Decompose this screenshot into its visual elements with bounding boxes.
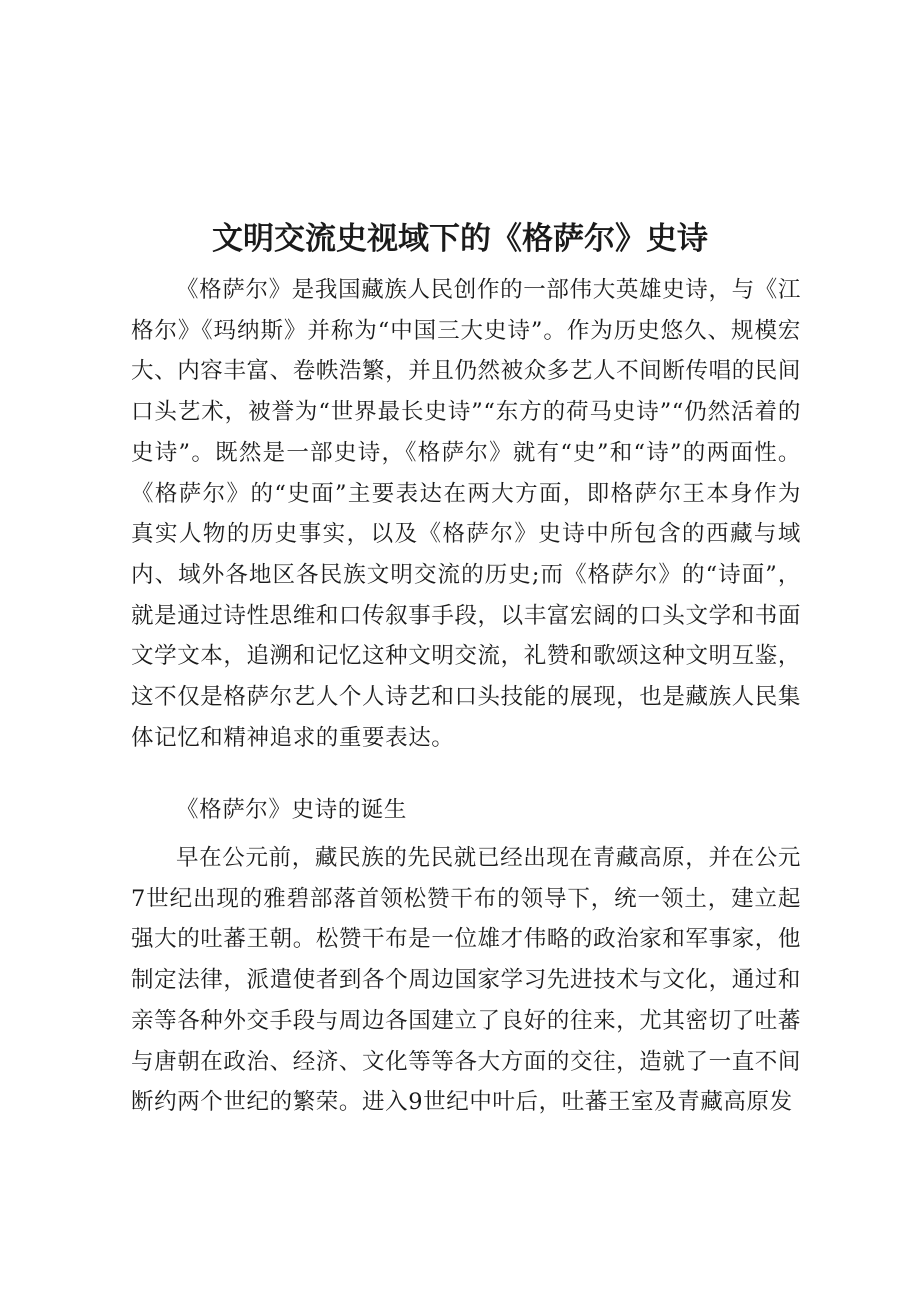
- document-title: 文明交流史视域下的《格萨尔》史诗: [212, 221, 708, 257]
- paragraph-intro: 《格萨尔》是我国藏族人民创作的一部伟大英雄史诗，与《江格尔》《玛纳斯》并称为“中国三大史诗”。作为历史悠久、规模宏大、内容丰富、卷帙浩繁，并且仍然被众多艺人不间断传唱的民间口头艺术，被誉为“世界最长史诗”“东方的荷马史诗”“仍然活着的史诗”。既然是一部史诗，《格萨尔》就有“史”和“诗”的两面性。《格萨尔》的“史面”主要表达在两大方面，即格萨尔王本身作为真实人物的历史事实，以及《格萨尔》史诗中所包含的西藏与域内、域外各地区各民族文明交流的历史;而《格萨尔》的“诗面”，就是通过诗性思维和口传叙事手段，以丰富宏阔的口头文学和书面文学文本，追溯和记忆这种文明交流，礼赞和歌颂这种文明互鉴，这不仅是格萨尔艺人个人诗艺和口头技能的展现，也是藏族人民集体记忆和精神追求的重要表达。: [131, 277, 801, 751]
- paragraph-history: 早在公元前，藏民族的先民就已经出现在青藏高原，并在公元7世纪出现的雅碧部落首领松赞干布的领导下，统一领土，建立起强大的吐蕃王朝。松赞干布是一位雄才伟略的政治家和军事家，他制定法律，派遣使者到各个周边国家学习先进技术与文化，通过和亲等各种外交手段与周边各国建立了良好的往来，尤其密切了吐蕃与唐朝在政治、经济、文化等等各大方面的交往，造就了一直不间断约两个世纪的繁荣。进入9世纪中叶后，吐蕃王室及青藏高原发: [131, 845, 801, 1116]
- section-heading: 《格萨尔》史诗的诞生: [176, 797, 408, 823]
